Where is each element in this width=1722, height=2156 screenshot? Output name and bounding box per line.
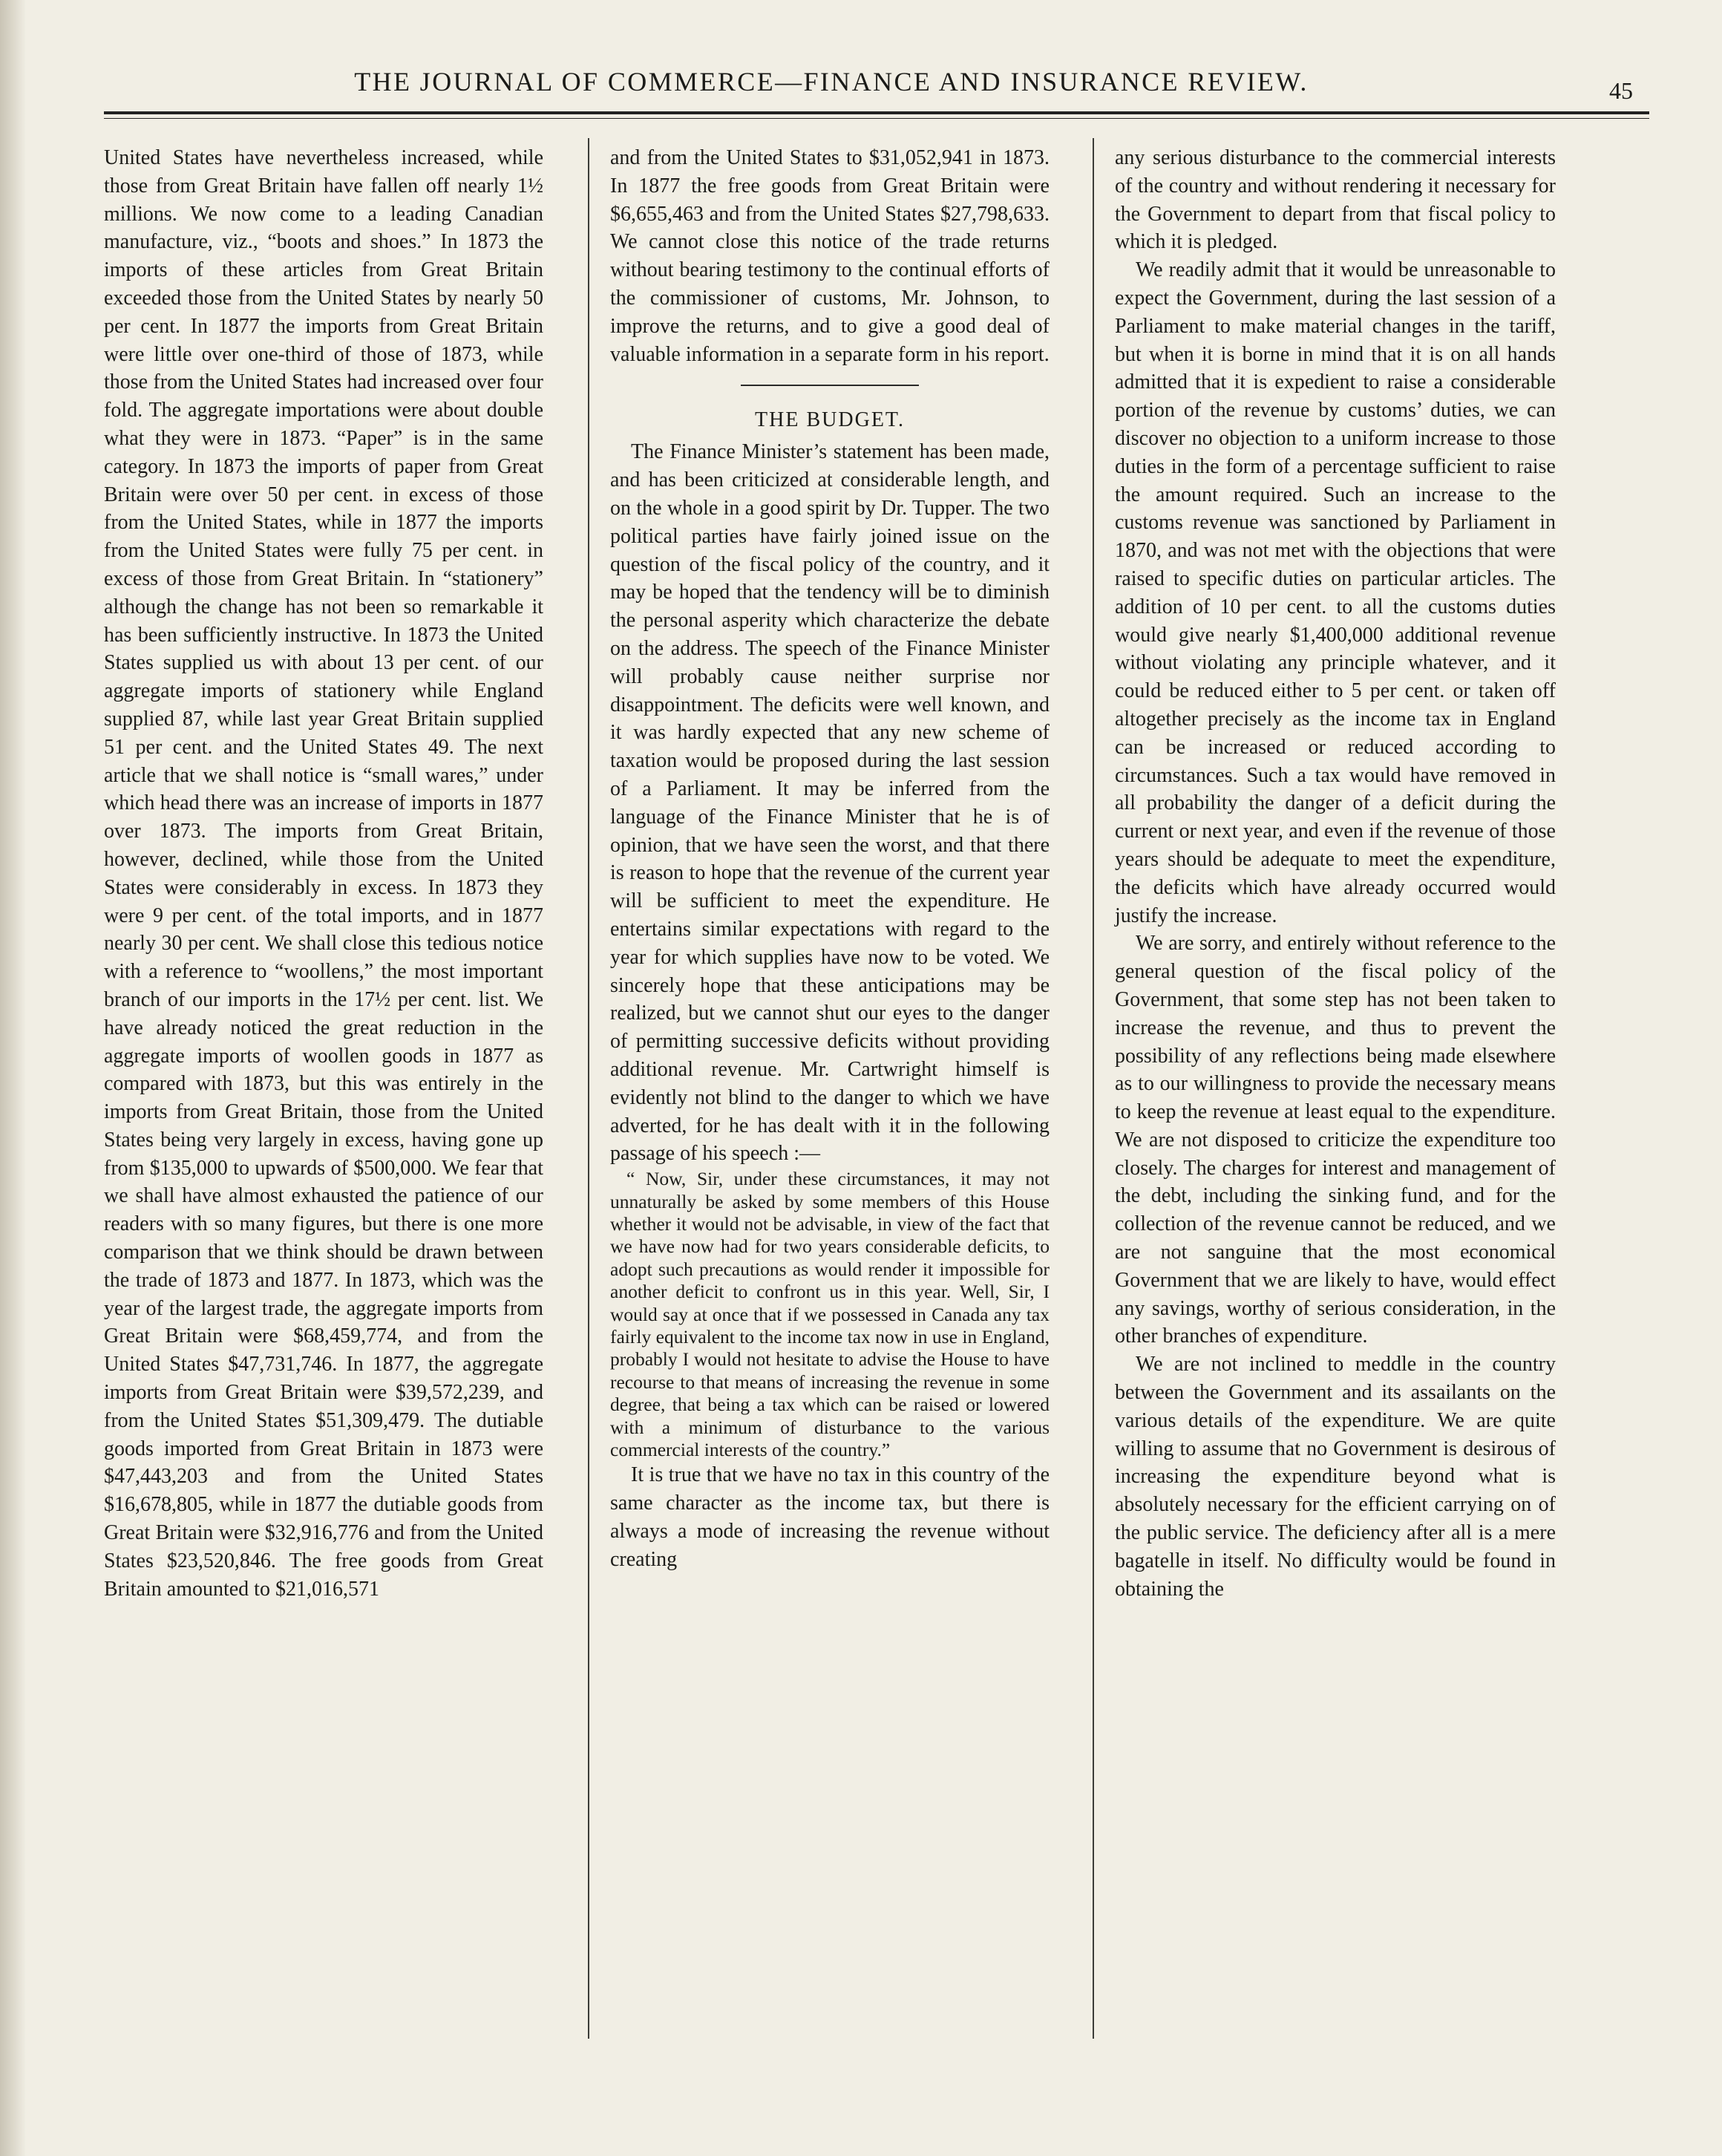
trade-returns-conclusion: and from the United States to $31,052,941 in 1873. In 1877 the free goods from Great Britain were $6,655,463 and from the United States $27,798,633. We cannot close this notice of the trade returns without bearing testimony to the continual efforts of the commissioner of customs, Mr. Johnson, to improve the returns, and to give a good deal of valuable information in a separate form in his report. <box>610 146 1050 366</box>
speech-quote: “ Now, Sir, under these circumstances, it may not unnaturally be asked by some members of this House whether it would not be advisable, in view of the fact that we have now had for two years considerable deficits, to adopt such precautions as would render it impossible for another deficit to confront us in this year. Well, Sir, I would say at once that if we possessed in Canada any tax fairly equivalent to the income tax now in use in England, probably I would not hesitate to advise the House to have recourse to that means of increasing the revenue in some degree, that being a tax which can be raised or lowered with a minimum of disturbance to the various commercial interests of the country.” <box>610 1168 1050 1460</box>
section-divider <box>741 385 919 386</box>
column-1 <box>104 144 543 1603</box>
header-rule-thick <box>104 111 1649 114</box>
column-2 <box>610 144 1050 1574</box>
col3-paragraph-4: We are not inclined to meddle in the country between the Government and its assailants on the various details of the expenditure. We are quite willing to assume that no Government is desirous of increasing the expenditure beyond what is absolutely necessary for the efficient carrying on of the public service. The deficiency after all is a mere bagatelle in itself. No difficulty would be found in obtaining the <box>1115 1353 1556 1601</box>
binding-edge <box>0 0 25 2156</box>
col3-paragraph-1: any serious disturbance to the commercial interests of the country and without rendering it necessary for the Government to depart from that fiscal policy to which it is pledged. <box>1115 146 1556 254</box>
income-tax-paragraph: It is true that we have no tax in this country of the same character as the income tax, but there is always a mode of increasing the revenue without creating <box>610 1463 1050 1571</box>
budget-paragraph: The Finance Minister’s statement has been made, and has been criticized at considerable length, and on the whole in a good spirit by Dr. Tupper. The two political parties have fairly joined issue on the question of the fiscal policy of the country, and it may be hoped that the tendency will be to diminish the personal asperity which characterize the debate on the address. The speech of the Finance Minister will probably cause neither surprise nor disappointment. The deficits were well known, and it was hardly expected that any new scheme of taxation would be proposed during the last session of a Parliament. It may be inferred from the language of the Finance Minister that he is of opinion, that we have seen the worst, and that there is reason to hope that the revenue of the current year will be sufficient to meet the expenditure. He entertains similar expectations with regard to the year for which supplies have now to be voted. We sincerely hope that these anticipations may be realized, but we cannot shut our eyes to the danger of permitting successive deficits without providing additional revenue. Mr. Cartwright himself is evidently not blind to the danger to which we have adverted, for he has dealt with it in the following passage of his speech :— <box>610 440 1050 1166</box>
page-number: 45 <box>1609 77 1633 104</box>
running-title: THE JOURNAL OF COMMERCE—FINANCE AND INSURANCE REVIEW. <box>354 67 1309 97</box>
header-rule-thin <box>104 118 1649 119</box>
budget-heading: THE BUDGET. <box>755 408 905 432</box>
column-rule-2 <box>1093 138 1094 2039</box>
col3-paragraph-3: We are sorry, and entirely without reference to the general question of the fiscal policy of the Government, that some step has not been taken to increase the revenue, and thus to prevent the possibility of any reflections being made elsewhere as to our willingness to provide the necessary means to keep the revenue at least equal to the expenditure. We are not disposed to criticize the expenditure too closely. The charges for interest and management of the debt, including the sinking fund, and for the collection of the revenue cannot be reduced, and we are not sanguine that the most economical Government that we are likely to have, would effect any savings, worthy of serious consideration, in the other branches of expenditure. <box>1115 932 1556 1348</box>
column-rule-1 <box>588 138 589 2039</box>
column-3 <box>1115 144 1556 1603</box>
col1-paragraph-1: United States have nevertheless increased, while those from Great Britain have fallen off nearly 1½ millions. We now come to a leading Canadian manufacture, viz., “boots and shoes.” In 1873 the imports of these articles from Great Britain exceeded those from the United States by nearly 50 per cent. In 1877 the imports from Great Britain were little over one-third of those of 1873, while those from the United States had increased over four fold. The aggregate importations were about double what they were in 1873. “Paper” is in the same category. In 1873 the imports of paper from Great Britain were over 50 per cent. in excess of those from the United States, while in 1877 the imports from the United States were fully 75 per cent. in excess of those from Great Britain. In “stationery” although the change has not been so remarkable it has been sufficiently instructive. In 1873 the United States supplied us with about 13 per cent. of our aggregate imports of stationery while England supplied 87, while last year Great Britain supplied 51 per cent. and the United States 49. The next article that we shall notice is “small wares,” under which head there was an increase of imports in 1877 over 1873. The imports from Great Britain, however, declined, while those from the United States were considerably in excess. In 1873 they were 9 per cent. of the total imports, and in 1877 nearly 30 per cent. We shall close this tedious notice with a reference to “woollens,” the most important branch of our imports in the 17½ per cent. list. We have already noticed the great reduction in the aggregate imports of woollen goods in 1877 as compared with 1873, but this was entirely in the imports from Great Britain, those from the United States being very largely in excess, having gone up from $135,000 to upwards of $500,000. We fear that we shall have almost exhausted the patience of our readers with so many figures, but there is one more comparison that we think should be drawn between the trade of 1873 and 1877. In 1873, which was the year of the largest trade, the aggregate imports from Great Britain were $68,459,774, and from the United States $47,731,746. In 1877, the aggregate imports from Great Britain were $39,572,239, and from the United States $51,309,479. The dutiable goods imported from Great Britain in 1873 were $47,443,203 and from the United States $16,678,805, while in 1877 the dutiable goods from Great Britain were $32,916,776 and from the United States $23,520,846. The free goods from Great Britain amounted to $21,016,571 <box>104 146 543 1601</box>
col3-paragraph-2: We readily admit that it would be unreasonable to expect the Government, during the last session of a Parliament to make material changes in the tariff, but when it is borne in mind that it is on all hands admitted that it is expedient to raise a considerable portion of the revenue by customs’ duties, we can discover no objection to a uniform increase to those duties in the form of a percentage sufficient to raise the amount required. Such an increase to the customs revenue was sanctioned by Parliament in 1870, and was not met with the objections that were raised to specific duties on particular articles. The addition of 10 per cent. to all the customs duties would give nearly $1,400,000 additional revenue without violating any principle whatever, and it could be reduced either to 5 per cent. or taken off altogether precisely as the income tax in England can be increased or reduced according to circumstances. Such a tax would have removed in all probability the danger of a deficit during the current or next year, and even if the revenue of those years should be adequate to meet the expenditure, the deficits which have already occurred would justify the increase. <box>1115 258 1556 927</box>
